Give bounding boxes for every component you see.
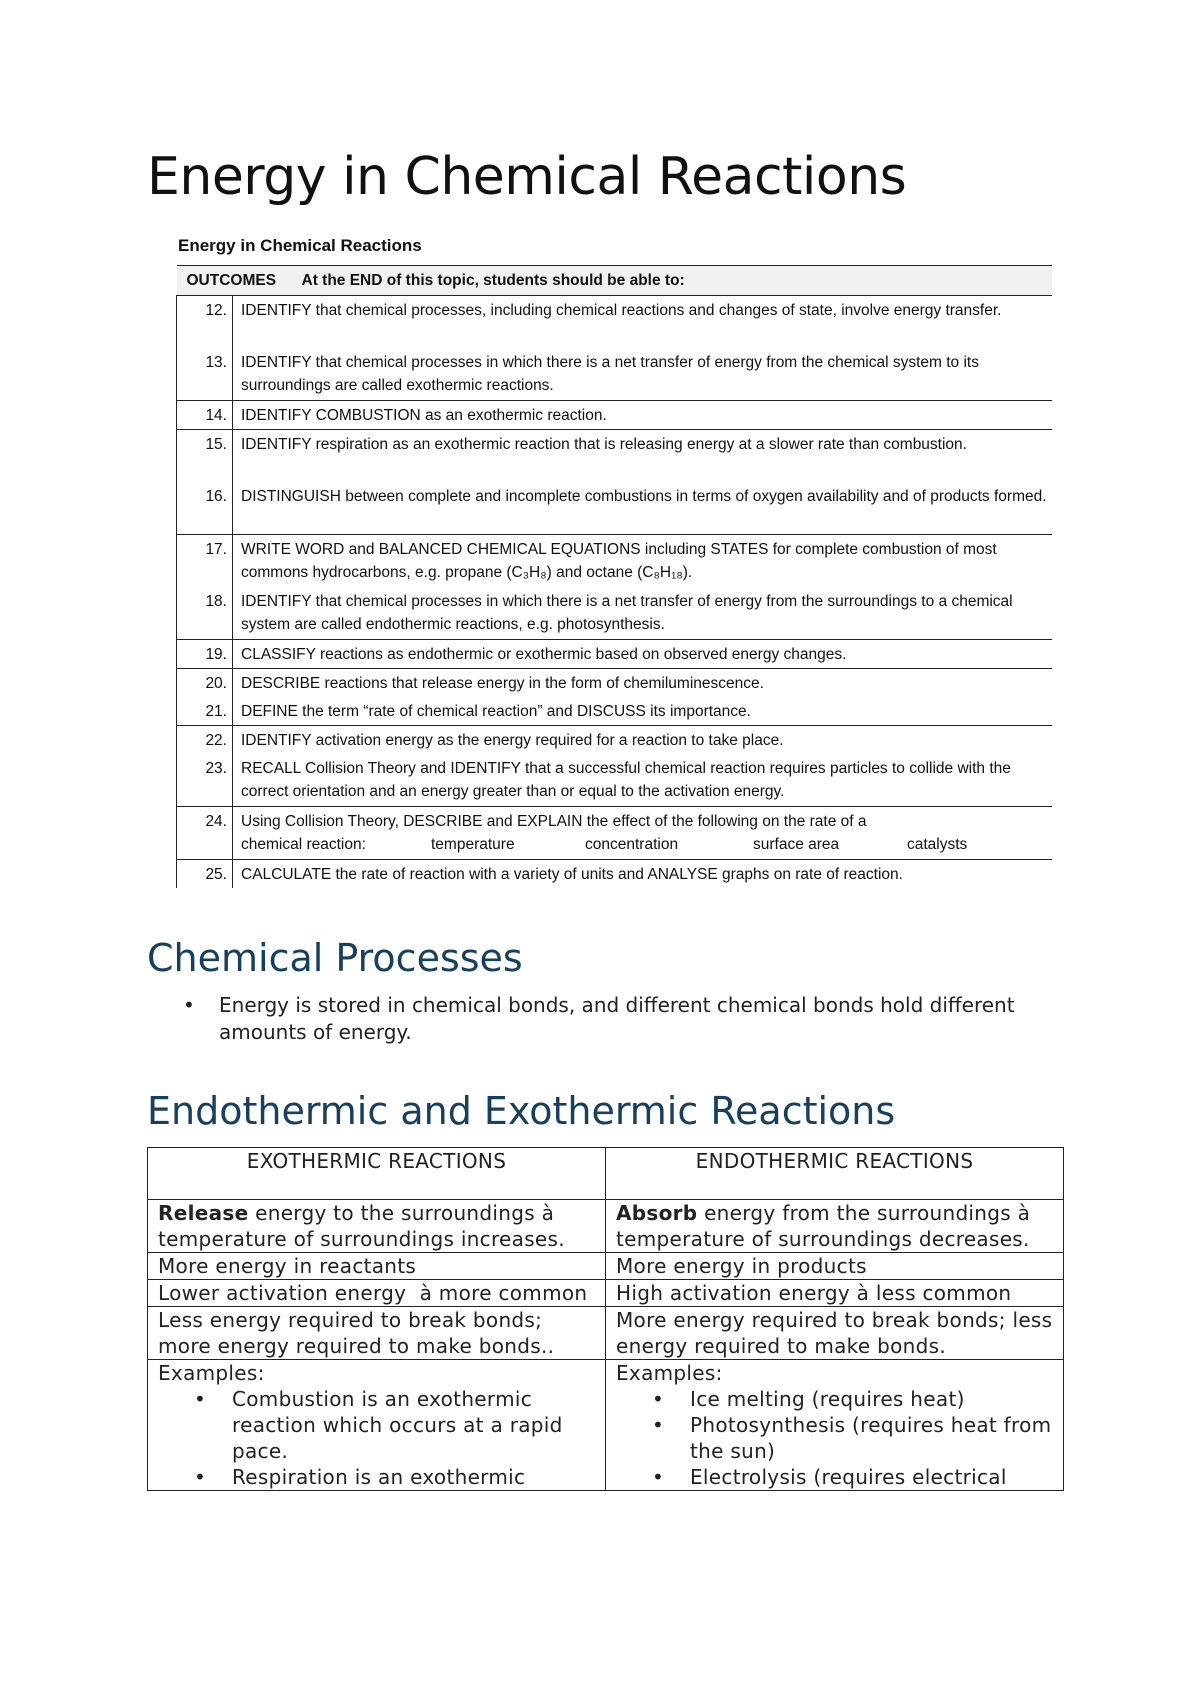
header-exothermic: EXOTHERMIC REACTIONS <box>148 1148 606 1200</box>
examples-list <box>158 1386 595 1490</box>
outcome-group <box>177 296 1053 401</box>
table-cell: More energy in reactants <box>148 1253 606 1280</box>
outcome-text: RECALL Collision Theory and IDENTIFY that a successful chemical reaction requires particles to collide with the correct orientation and an energy greater than or equal to the activation energy. <box>241 760 1011 800</box>
outcome-number: 21. <box>205 703 227 720</box>
outcome-number: 20. <box>205 675 227 692</box>
table-cell <box>148 1200 606 1253</box>
table-cell: High activation energy à less common <box>606 1280 1064 1307</box>
section-heading-chemical-processes: Chemical Processes <box>147 936 523 980</box>
outcome-number: 16. <box>205 488 227 505</box>
table-row <box>148 1200 1064 1253</box>
outcome-number: 14. <box>205 407 227 424</box>
table-cell <box>148 1360 606 1491</box>
cell-text: energy from the surroundings à temperature of surroundings decreases. <box>616 1201 1031 1251</box>
list-item: • Photosynthesis (requires heat from the sun) <box>616 1412 1053 1464</box>
outcome-number: 17. <box>205 541 227 558</box>
table-cell <box>606 1360 1064 1491</box>
chemical-processes-list <box>147 992 1067 1046</box>
outcome-text: IDENTIFY that chemical processes in which there is a net transfer of energy from the surroundings to a chemical system are called endothermic reactions, e.g. photosynthesis. <box>241 593 1013 633</box>
outcome-text: WRITE WORD and BALANCED CHEMICAL EQUATIONS including STATES for complete combustion of most commons hydrocarbons, e.g. propane (C₃H₈) and octane (C₈H₁₈). <box>241 541 997 581</box>
outcome-group <box>177 807 1053 860</box>
outcome-group <box>177 640 1053 669</box>
outcome-number: 15. <box>205 436 227 453</box>
outcome-text: IDENTIFY activation energy as the energy required for a reaction to take place. <box>241 732 784 749</box>
examples-label: Examples: <box>616 1361 723 1385</box>
outcome-text: CLASSIFY reactions as endothermic or exothermic based on observed energy changes. <box>241 646 847 663</box>
factor-temperature: temperature <box>431 836 515 853</box>
examples-label: Examples: <box>158 1361 265 1385</box>
outcome-text: Using Collision Theory, DESCRIBE and EXPLAIN the effect of the following on the rate of a <box>241 813 867 830</box>
outcome-number: 18. <box>205 593 227 610</box>
outcomes-label: OUTCOMES <box>186 272 277 289</box>
factor-catalysts: catalysts <box>907 836 968 853</box>
outcome-text: IDENTIFY that chemical processes, including chemical reactions and changes of state, involve energy transfer. <box>241 302 1002 319</box>
outcome-number: 25. <box>205 866 227 883</box>
outcomes-header-row <box>177 266 1053 296</box>
outcome-number: 22. <box>205 732 227 749</box>
outcomes-intro: At the END of this topic, students should be able to: <box>301 272 685 289</box>
outcome-group <box>177 860 1053 889</box>
table-row <box>148 1307 1064 1360</box>
outcome-text: DESCRIBE reactions that release energy in the form of chemiluminescence. <box>241 675 764 692</box>
outcome-number: 23. <box>205 760 227 777</box>
list-item: • Electrolysis (requires electrical <box>616 1464 1053 1490</box>
outcome-group <box>177 430 1053 535</box>
header-endothermic: ENDOTHERMIC REACTIONS <box>606 1148 1064 1200</box>
table-row <box>148 1280 1064 1307</box>
table-row <box>148 1360 1064 1491</box>
cell-text: energy to the surroundings à temperature of surroundings increases. <box>158 1201 565 1251</box>
page-title: Energy in Chemical Reactions <box>147 147 907 207</box>
outcomes-heading: Energy in Chemical Reactions <box>178 236 422 255</box>
list-item: • Ice melting (requires heat) <box>616 1386 1053 1412</box>
outcome-group <box>177 726 1053 807</box>
outcome-text: IDENTIFY that chemical processes in which there is a net transfer of energy from the chemical system to its surroundings are called exothermic reactions. <box>241 354 979 394</box>
bold-term: Absorb <box>616 1201 698 1225</box>
table-cell: Less energy required to break bonds; more energy required to make bonds.. <box>148 1307 606 1360</box>
factor-concentration: concentration <box>585 836 679 853</box>
outcome-text: IDENTIFY respiration as an exothermic reaction that is releasing energy at a slower rate than combustion. <box>241 436 967 453</box>
outcomes-image <box>176 235 1052 888</box>
section-heading-endo-exo: Endothermic and Exothermic Reactions <box>147 1089 896 1133</box>
list-item: • Energy is stored in chemical bonds, and different chemical bonds hold different amounts of energy. <box>147 992 1067 1046</box>
outcome-group <box>177 535 1053 640</box>
table-row <box>148 1253 1064 1280</box>
list-item: • Combustion is an exothermic reaction which occurs at a rapid pace. <box>158 1386 595 1464</box>
table-header-row <box>148 1148 1064 1200</box>
outcomes-table <box>176 265 1052 888</box>
factor-surface-area: surface area <box>753 836 840 853</box>
table-cell: More energy required to break bonds; less energy required to make bonds. <box>606 1307 1064 1360</box>
comparison-table <box>147 1147 1064 1491</box>
outcome-text: CALCULATE the rate of reaction with a variety of units and ANALYSE graphs on rate of reaction. <box>241 866 903 883</box>
table-cell <box>606 1200 1064 1253</box>
table-cell: More energy in products <box>606 1253 1064 1280</box>
outcome-text-cont: chemical reaction: <box>241 836 366 853</box>
outcome-group <box>177 401 1053 430</box>
list-item: • Respiration is an exothermic <box>158 1464 595 1490</box>
outcome-number: 19. <box>205 646 227 663</box>
outcome-text: DISTINGUISH between complete and incomplete combustions in terms of oxygen availability and of products formed. <box>241 488 1047 505</box>
outcome-group <box>177 669 1053 726</box>
bold-term: Release <box>158 1201 249 1225</box>
table-cell: Lower activation energy à more common <box>148 1280 606 1307</box>
outcome-text: DEFINE the term “rate of chemical reaction” and DISCUSS its importance. <box>241 703 751 720</box>
examples-list <box>616 1386 1053 1490</box>
outcome-number: 12. <box>205 302 227 319</box>
outcome-number: 13. <box>205 354 227 371</box>
outcome-text: IDENTIFY COMBUSTION as an exothermic reaction. <box>241 407 607 424</box>
outcome-number: 24. <box>205 813 227 830</box>
